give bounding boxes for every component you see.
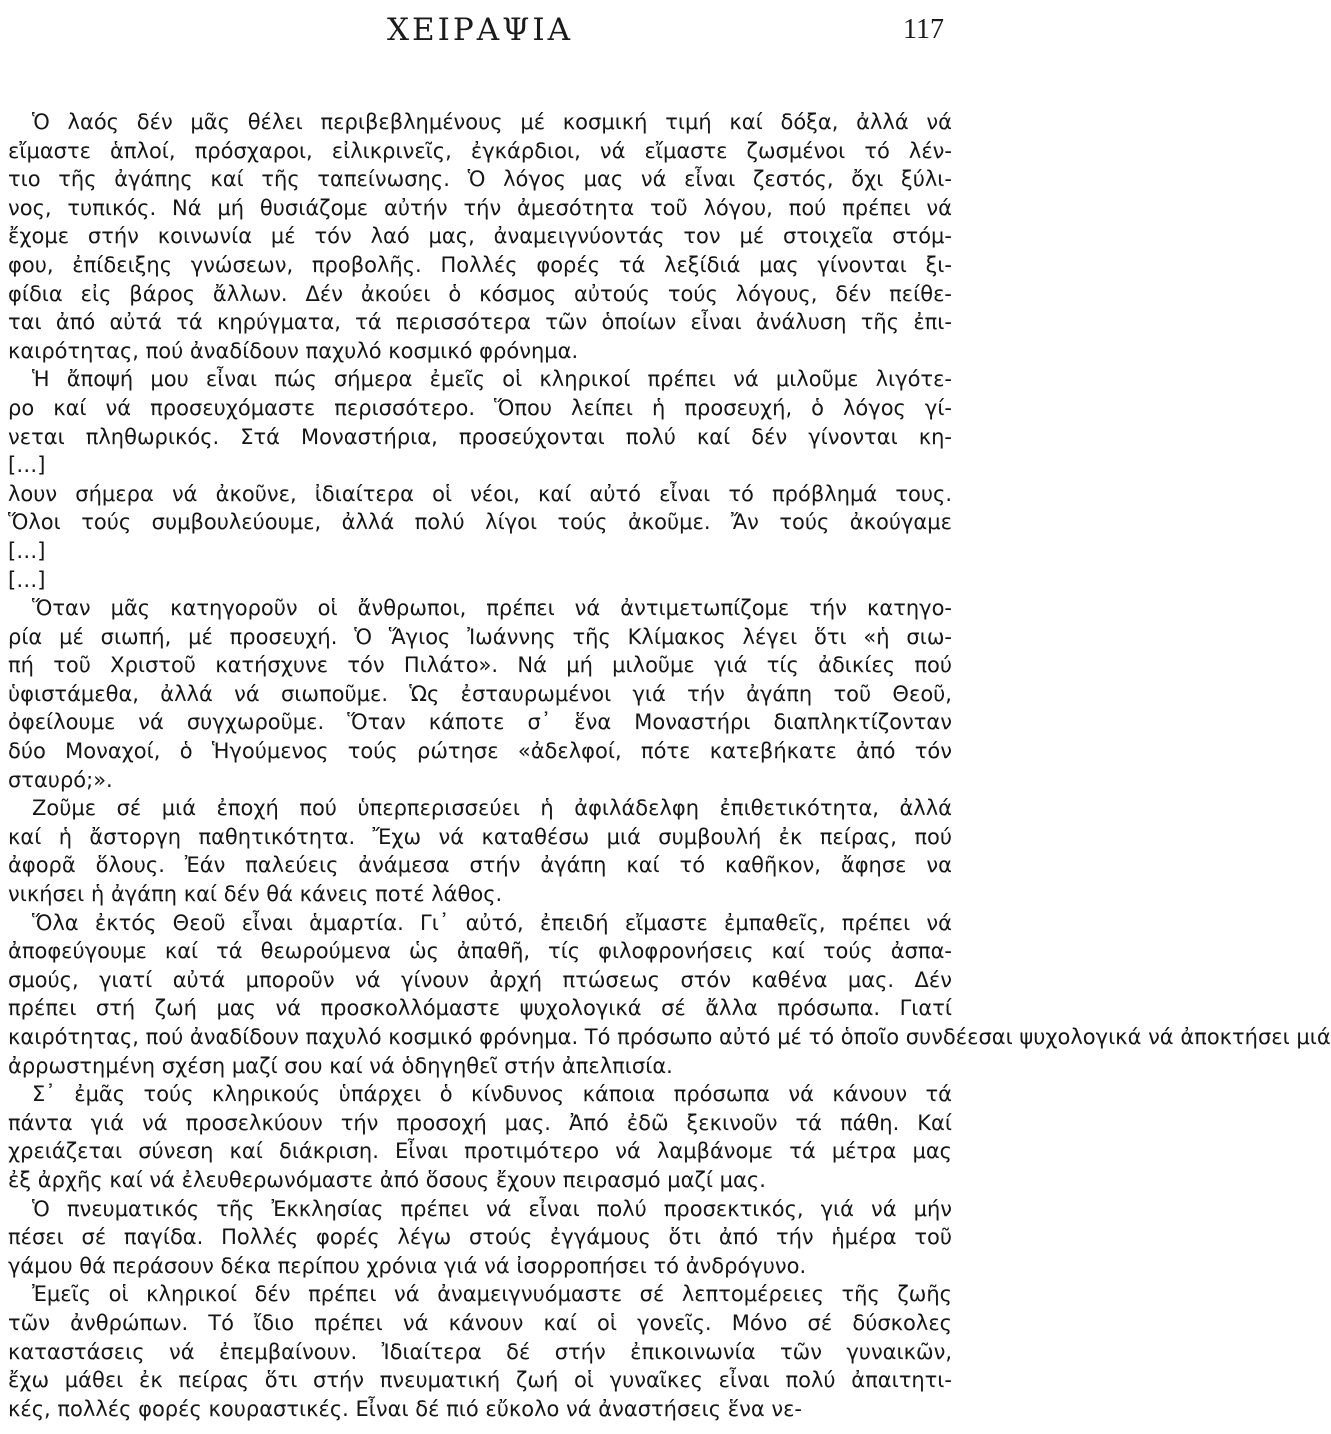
text-line: τῶν ἀνθρώπων. Τό ἴδιο πρέπει νά κάνουν καί οἱ γονεῖς. Μόνο σέ δύσκολες <box>8 1310 952 1335</box>
paragraph <box>8 365 952 594</box>
text-line: εἴμαστε ἁπλοί, πρόσχαροι, εἰλικρινεῖς, ἐγκάρδιοι, νά εἴμαστε ζωσμένοι τό λέν- <box>8 138 952 163</box>
text-line: νεται πληθωρικός. Στά Μοναστήρια, προσεύχονται πολύ καί δέν γίνονται κη- <box>8 424 952 449</box>
text-line: κές, πολλές φορές κουραστικές. Εἶναι δέ πιό εὔκολο νά ἀναστήσεις ἕνα νε- <box>8 1396 803 1421</box>
text-line: ἀφορᾶ ὅλους. Ἐάν παλεύεις ἀνάμεσα στήν ἀγάπη καί τό καθῆκον, ἄφησε να <box>8 853 952 878</box>
text-line: Ὅλα ἐκτός Θεοῦ εἶναι ἁμαρτία. Γι᾽ αὐτό, ἐπειδή εἴμαστε ἐμπαθεῖς, πρέπει νά <box>32 910 952 935</box>
text-line: ται ἀπό αὐτά τά κηρύγματα, τά περισσότερα τῶν ὁποίων εἶναι ἀνάλυση τῆς ἐπι- <box>8 310 952 335</box>
text-line: σμούς, γιατί αὐτά μποροῦν νά γίνουν ἀρχή πτώσεως στόν καθένα μας. Δέν <box>8 967 952 992</box>
text-line: νικήσει ἡ ἀγάπη καί δέν θά κάνεις ποτέ λάθος. <box>8 882 503 907</box>
text-line: νος, τυπικός. Νά μή θυσιάζομε αὐτήν τήν ἀμεσότητα τοῦ λόγου, πού πρέπει νά <box>8 195 952 220</box>
text-line: φου, ἐπίδειξης γνώσεων, προβολῆς. Πολλές φορές τά λεξίδιά μας γίνονται ξι- <box>8 252 952 277</box>
text-line: Ἡ ἄποψή μου εἶναι πώς σήμερα ἐμεῖς οἱ κληρικοί πρέπει νά μιλοῦμε λιγότε- <box>32 367 952 392</box>
text-line: ἔχομε στήν κοινωνία μέ τόν λαό μας, ἀναμειγνύοντάς τον μέ στοιχεῖα στόμ- <box>8 224 952 249</box>
text-line: χρειάζεται σύνεση καί διάκριση. Εἶναι προτιμότερο νά λαμβάνομε τά μέτρα μας <box>8 1139 952 1164</box>
text-line: ἀρρωστημένη σχέση μαζί σου καί νά ὁδηγηθεῖ στήν ἀπελπισία. <box>8 1053 673 1078</box>
paragraph <box>8 794 952 908</box>
text-line: καιρότητας, πού ἀναδίδουν παχυλό κοσμικό φρόνημα. Τό πρόσωπο αὐτό μέ τό ὁποῖο συνδέεσαι ψυχολογικά νά ἀποκτήσει μιά <box>8 1025 1331 1049</box>
text-line: ἀποφεύγουμε καί τά θεωρούμενα ὡς ἀπαθῆ, τίς φιλοφρονήσεις καί τούς ἀσπα- <box>8 939 952 964</box>
text-line: σταυρό;». <box>8 767 113 792</box>
paragraph <box>8 108 952 365</box>
paragraph <box>8 594 952 794</box>
text-line: ρο καί νά προσευχόμαστε περισσότερο. Ὅπου λείπει ἡ προσευχή, ὁ λόγος γί- <box>8 395 952 420</box>
text-line: Ζοῦμε σέ μιά ἐποχή πού ὑπερπερισσεύει ἡ ἀφιλάδελφη ἐπιθετικότητα, ἀλλά <box>32 796 952 821</box>
text-line: ὀφείλουμε νά συγχωροῦμε. Ὅταν κάποτε σ᾽ ἕνα Μοναστήρι διαπληκτίζονταν <box>8 710 952 735</box>
text-line: […] <box>8 567 46 592</box>
text-line: […] <box>8 453 46 478</box>
page-header <box>0 0 960 64</box>
text-line: Ἐμεῖς οἱ κληρικοί δέν πρέπει νά ἀναμειγνυόμαστε σέ λεπτομέρειες τῆς ζωῆς <box>32 1282 952 1307</box>
text-line: πάντα γιά νά προσελκύουν τήν προσοχή μας. Ἀπό ἐδῶ ξεκινοῦν τά πάθη. Καί <box>8 1110 952 1135</box>
text-line: Ὁ λαός δέν μᾶς θέλει περιβεβλημένους μέ κοσμική τιμή καί δόξα, ἀλλά νά <box>32 110 952 134</box>
text-line: λουν σήμερα νά ἀκοῦνε, ἰδιαίτερα οἱ νέοι, καί αὐτό εἶναι τό πρόβλημά τους. <box>8 481 952 506</box>
text-line: τιο τῆς ἀγάπης καί τῆς ταπείνωσης. Ὁ λόγος μας νά εἶναι ζεστός, ὄχι ξύλι- <box>8 167 952 192</box>
text-line: γάμου θά περάσουν δέκα περίπου χρόνια γιά νά ἰσορροπήσει τό ἀνδρόγυνο. <box>8 1253 807 1278</box>
text-line: πέσει σέ παγίδα. Πολλές φορές λέγω στούς ἐγγάμους ὅτι ἀπό τήν ἡμέρα τοῦ <box>8 1225 952 1250</box>
text-line: ρία μέ σιωπή, μέ προσευχή. Ὁ Ἅγιος Ἰωάννης τῆς Κλίμακος λέγει ὅτι «ἡ σιω- <box>8 624 952 649</box>
text-line: καιρότητας, πού ἀναδίδουν παχυλό κοσμικό φρόνημα. <box>8 338 579 363</box>
text-line: πρέπει στή ζωή μας νά προσκολλόμαστε ψυχολογικά σέ ἄλλα πρόσωπα. Γιατί <box>8 996 952 1021</box>
text-line: ὑφιστάμεθα, ἀλλά νά σιωποῦμε. Ὡς ἐσταυρωμένοι γιά τήν ἀγάπη τοῦ Θεοῦ, <box>8 681 952 706</box>
paragraph <box>8 909 1331 1081</box>
paragraph <box>8 1280 952 1423</box>
page-number: 117 <box>903 14 944 45</box>
body-text <box>8 108 1331 1423</box>
text-line: καί ἡ ἄστοργη παθητικότητα. Ἔχω νά καταθέσω μιά συμβουλή ἐκ πείρας, πού <box>8 824 952 849</box>
text-line: δύο Μοναχοί, ὁ Ἡγούμενος τούς ρώτησε «ἀδελφοί, πότε κατεβήκατε ἀπό τόν <box>8 739 952 764</box>
text-line: καταστάσεις νά ἐπεμβαίνουν. Ἰδιαίτερα δέ στήν ἐπικοινωνία τῶν γυναικῶν, <box>8 1339 952 1364</box>
text-line: ἐξ ἀρχῆς καί νά ἐλευθερωνόμαστε ἀπό ὅσους ἔχουν πειρασμό μαζί μας. <box>8 1167 766 1192</box>
text-line: ἔχω μάθει ἐκ πείρας ὅτι στήν πνευματική ζωή οἱ γυναῖκες εἶναι πολύ ἀπαιτητι- <box>8 1368 952 1393</box>
text-line: […] <box>8 538 46 563</box>
text-line: Ὁ πνευματικός τῆς Ἐκκλησίας πρέπει νά εἶναι πολύ προσεκτικός, γιά νά μήν <box>32 1196 952 1221</box>
running-title: ΧΕΙΡΑΨΙΑ <box>386 12 573 48</box>
text-line: Ὅταν μᾶς κατηγοροῦν οἱ ἄνθρωποι, πρέπει νά ἀντιμετωπίζομε τήν κατηγο- <box>32 596 952 621</box>
text-line: φίδια εἰς βάρος ἄλλων. Δέν ἀκούει ὁ κόσμος αὐτούς τούς λόγους, δέν πείθε- <box>8 281 952 306</box>
text-line: Σ᾽ ἐμᾶς τούς κληρικούς ὑπάρχει ὁ κίνδυνος κάποια πρόσωπα νά κάνουν τά <box>32 1082 952 1107</box>
paragraph <box>8 1080 952 1194</box>
text-line: Ὅλοι τούς συμβουλεύουμε, ἀλλά πολύ λίγοι τούς ἀκοῦμε. Ἄν τούς ἀκούγαμε <box>8 510 952 535</box>
text-line: πή τοῦ Χριστοῦ κατήσχυνε τόν Πιλάτο». Νά μή μιλοῦμε γιά τίς ἀδικίες πού <box>8 653 952 678</box>
paragraph <box>8 1195 952 1281</box>
